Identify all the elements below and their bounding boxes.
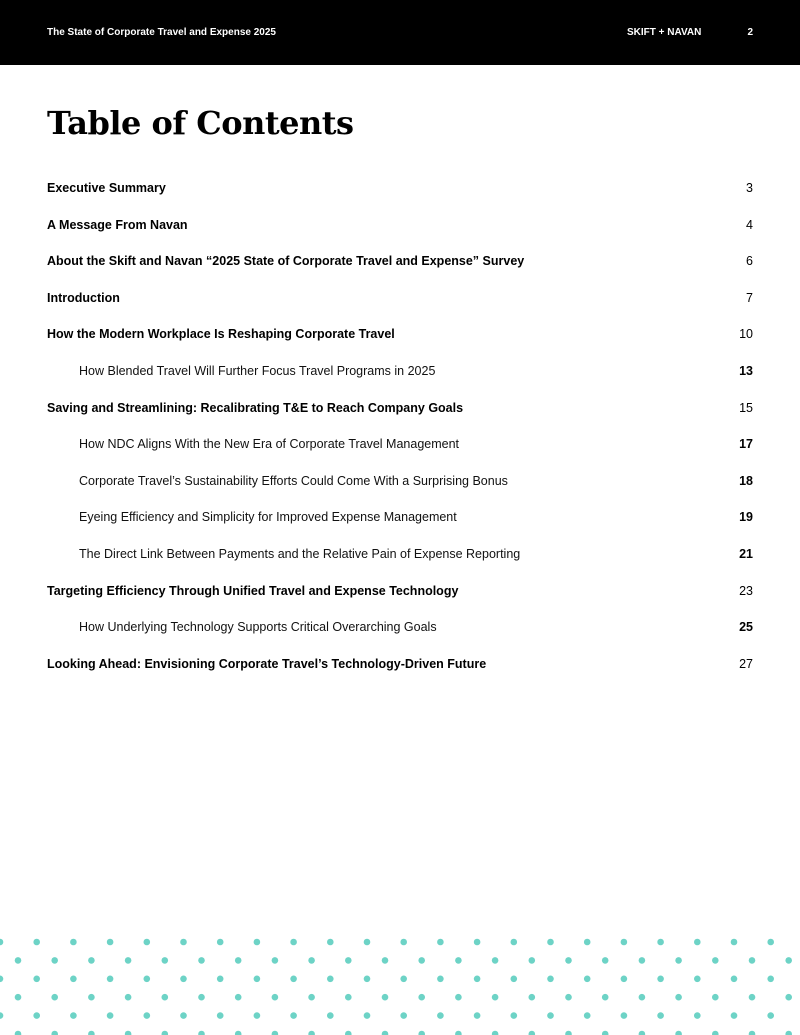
toc-entry-label: Corporate Travel’s Sustainability Efforts Could Come With a Surprising Bonus bbox=[79, 473, 508, 488]
toc-entry[interactable] bbox=[47, 282, 753, 319]
toc-entry[interactable] bbox=[47, 172, 753, 209]
toc-entry-label: Introduction bbox=[47, 290, 120, 305]
toc-entry-page: 13 bbox=[739, 363, 753, 378]
toc-entry-label: The Direct Link Between Payments and the Relative Pain of Expense Reporting bbox=[79, 546, 521, 561]
toc-entry-label: Looking Ahead: Envisioning Corporate Travel’s Technology-Driven Future bbox=[47, 656, 487, 671]
dot-pattern-icon bbox=[0, 930, 800, 1035]
toc-entry[interactable] bbox=[47, 648, 753, 685]
table-of-contents bbox=[47, 172, 753, 684]
toc-entry-label: Saving and Streamlining: Recalibrating T&E to Reach Company Goals bbox=[47, 400, 464, 415]
toc-entry-page: 4 bbox=[746, 217, 753, 232]
toc-entry-page: 18 bbox=[739, 473, 753, 488]
toc-entry-label: About the Skift and Navan “2025 State of Corporate Travel and Expense” Survey bbox=[47, 254, 525, 269]
toc-entry-page: 17 bbox=[739, 437, 753, 452]
toc-entry-label: How the Modern Workplace Is Reshaping Corporate Travel bbox=[47, 327, 395, 342]
toc-entry[interactable] bbox=[47, 355, 753, 392]
toc-entry[interactable] bbox=[47, 209, 753, 246]
toc-entry[interactable] bbox=[47, 611, 753, 648]
page-title: Table of Contents bbox=[47, 104, 354, 142]
toc-entry-page: 23 bbox=[739, 583, 753, 598]
toc-entry-label: A Message From Navan bbox=[47, 217, 188, 232]
toc-entry-page: 6 bbox=[746, 254, 753, 269]
toc-entry-page: 3 bbox=[746, 181, 753, 195]
toc-entry[interactable] bbox=[47, 245, 753, 282]
toc-entry-label: Executive Summary bbox=[47, 181, 166, 195]
toc-entry[interactable] bbox=[47, 428, 753, 465]
toc-entry-page: 25 bbox=[739, 620, 753, 635]
document-title: The State of Corporate Travel and Expense 2025 bbox=[47, 27, 276, 38]
page-number: 2 bbox=[747, 27, 753, 38]
toc-entry-page: 19 bbox=[739, 510, 753, 525]
toc-entry-label: How Blended Travel Will Further Focus Travel Programs in 2025 bbox=[79, 363, 436, 378]
brand-label: SKIFT + NAVAN bbox=[627, 27, 702, 38]
toc-entry-page: 7 bbox=[746, 290, 753, 305]
toc-entry-page: 27 bbox=[739, 656, 753, 671]
toc-entry[interactable] bbox=[47, 318, 753, 355]
toc-entry-page: 15 bbox=[739, 400, 753, 415]
page-header bbox=[0, 0, 800, 65]
toc-entry-page: 10 bbox=[739, 327, 753, 342]
toc-entry[interactable] bbox=[47, 501, 753, 538]
toc-entry[interactable] bbox=[47, 392, 753, 429]
toc-entry-label: Targeting Efficiency Through Unified Travel and Expense Technology bbox=[47, 583, 459, 598]
toc-entry-label: Eyeing Efficiency and Simplicity for Improved Expense Management bbox=[79, 510, 457, 525]
toc-entry-label: How Underlying Technology Supports Critical Overarching Goals bbox=[79, 620, 437, 635]
toc-entry[interactable] bbox=[47, 575, 753, 612]
toc-entry-label: How NDC Aligns With the New Era of Corporate Travel Management bbox=[79, 437, 460, 452]
toc-entry-page: 21 bbox=[739, 546, 753, 561]
toc-entry[interactable] bbox=[47, 465, 753, 502]
toc-entry[interactable] bbox=[47, 538, 753, 575]
